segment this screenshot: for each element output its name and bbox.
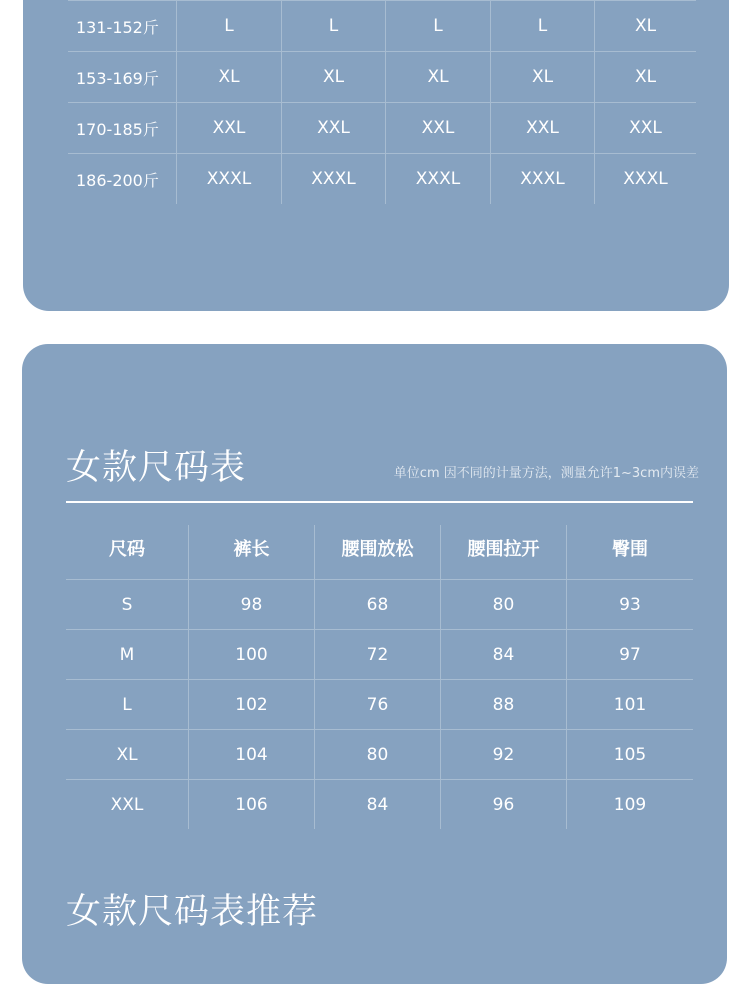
value-cell: 68 bbox=[314, 580, 440, 629]
size-cell: XL bbox=[116, 744, 138, 765]
size-cell: S bbox=[121, 594, 133, 615]
size-cell: XXXL bbox=[281, 154, 385, 204]
women-size-table bbox=[66, 525, 693, 829]
table-row bbox=[68, 102, 696, 153]
size-cell: XXL bbox=[490, 103, 594, 153]
table-row bbox=[68, 0, 696, 51]
table-header-row bbox=[66, 525, 693, 579]
size-cell: L bbox=[122, 694, 132, 715]
size-cell: XL bbox=[176, 52, 281, 102]
table-row bbox=[68, 51, 696, 102]
value-cell: 84 bbox=[314, 780, 440, 829]
value-cell: 93 bbox=[566, 580, 693, 629]
size-cell: XXXL bbox=[490, 154, 594, 204]
table-row bbox=[66, 729, 693, 779]
column-header-length: 裤长 bbox=[188, 525, 314, 579]
value-cell: 101 bbox=[566, 680, 693, 729]
size-recommendation-card bbox=[23, 0, 729, 311]
size-cell: L bbox=[176, 1, 281, 51]
size-cell: M bbox=[119, 644, 135, 665]
value-cell: 97 bbox=[566, 630, 693, 679]
size-cell: L bbox=[385, 1, 490, 51]
column-header-size: 尺码 bbox=[109, 539, 145, 560]
value-cell: 84 bbox=[440, 630, 566, 679]
size-cell: XL bbox=[385, 52, 490, 102]
weight-size-table bbox=[68, 0, 696, 204]
value-cell: 98 bbox=[188, 580, 314, 629]
weight-range-label: 153-169斤 bbox=[76, 68, 159, 88]
size-cell: XXL bbox=[385, 103, 490, 153]
women-size-chart-card bbox=[22, 344, 727, 984]
weight-range-label: 170-185斤 bbox=[76, 119, 159, 139]
value-cell: 88 bbox=[440, 680, 566, 729]
size-cell: XXXL bbox=[594, 154, 696, 204]
value-cell: 104 bbox=[188, 730, 314, 779]
value-cell: 72 bbox=[314, 630, 440, 679]
column-header-hip: 臀围 bbox=[566, 525, 693, 579]
measurement-note: 单位cm 因不同的计量方法，测量允许1~3cm内误差 bbox=[393, 466, 699, 481]
size-cell: XXL bbox=[281, 103, 385, 153]
size-cell: XL bbox=[490, 52, 594, 102]
size-cell: XL bbox=[281, 52, 385, 102]
value-cell: 80 bbox=[314, 730, 440, 779]
weight-range-label: 131-152斤 bbox=[76, 17, 159, 37]
size-cell: XXXL bbox=[176, 154, 281, 204]
column-header-waist-relaxed: 腰围放松 bbox=[314, 525, 440, 579]
table-row bbox=[68, 153, 696, 204]
weight-range-label: 186-200斤 bbox=[76, 170, 159, 190]
section-title: 女款尺码表 bbox=[66, 448, 247, 488]
table-row bbox=[66, 779, 693, 829]
table-row bbox=[66, 679, 693, 729]
value-cell: 102 bbox=[188, 680, 314, 729]
value-cell: 76 bbox=[314, 680, 440, 729]
size-cell: XXL bbox=[110, 794, 144, 815]
size-cell: L bbox=[281, 1, 385, 51]
value-cell: 100 bbox=[188, 630, 314, 679]
value-cell: 92 bbox=[440, 730, 566, 779]
size-cell: XXXL bbox=[385, 154, 490, 204]
value-cell: 106 bbox=[188, 780, 314, 829]
recommendation-title: 女款尺码表推荐 bbox=[66, 892, 319, 932]
value-cell: 105 bbox=[566, 730, 693, 779]
size-cell: XL bbox=[594, 52, 696, 102]
value-cell: 96 bbox=[440, 780, 566, 829]
size-cell: XXL bbox=[594, 103, 696, 153]
table-row bbox=[66, 579, 693, 629]
column-header-waist-stretched: 腰围拉开 bbox=[440, 525, 566, 579]
size-cell: XXL bbox=[176, 103, 281, 153]
table-row bbox=[66, 629, 693, 679]
title-divider bbox=[66, 501, 693, 503]
size-cell: L bbox=[490, 1, 594, 51]
value-cell: 80 bbox=[440, 580, 566, 629]
value-cell: 109 bbox=[566, 780, 693, 829]
size-cell: XL bbox=[594, 1, 696, 51]
